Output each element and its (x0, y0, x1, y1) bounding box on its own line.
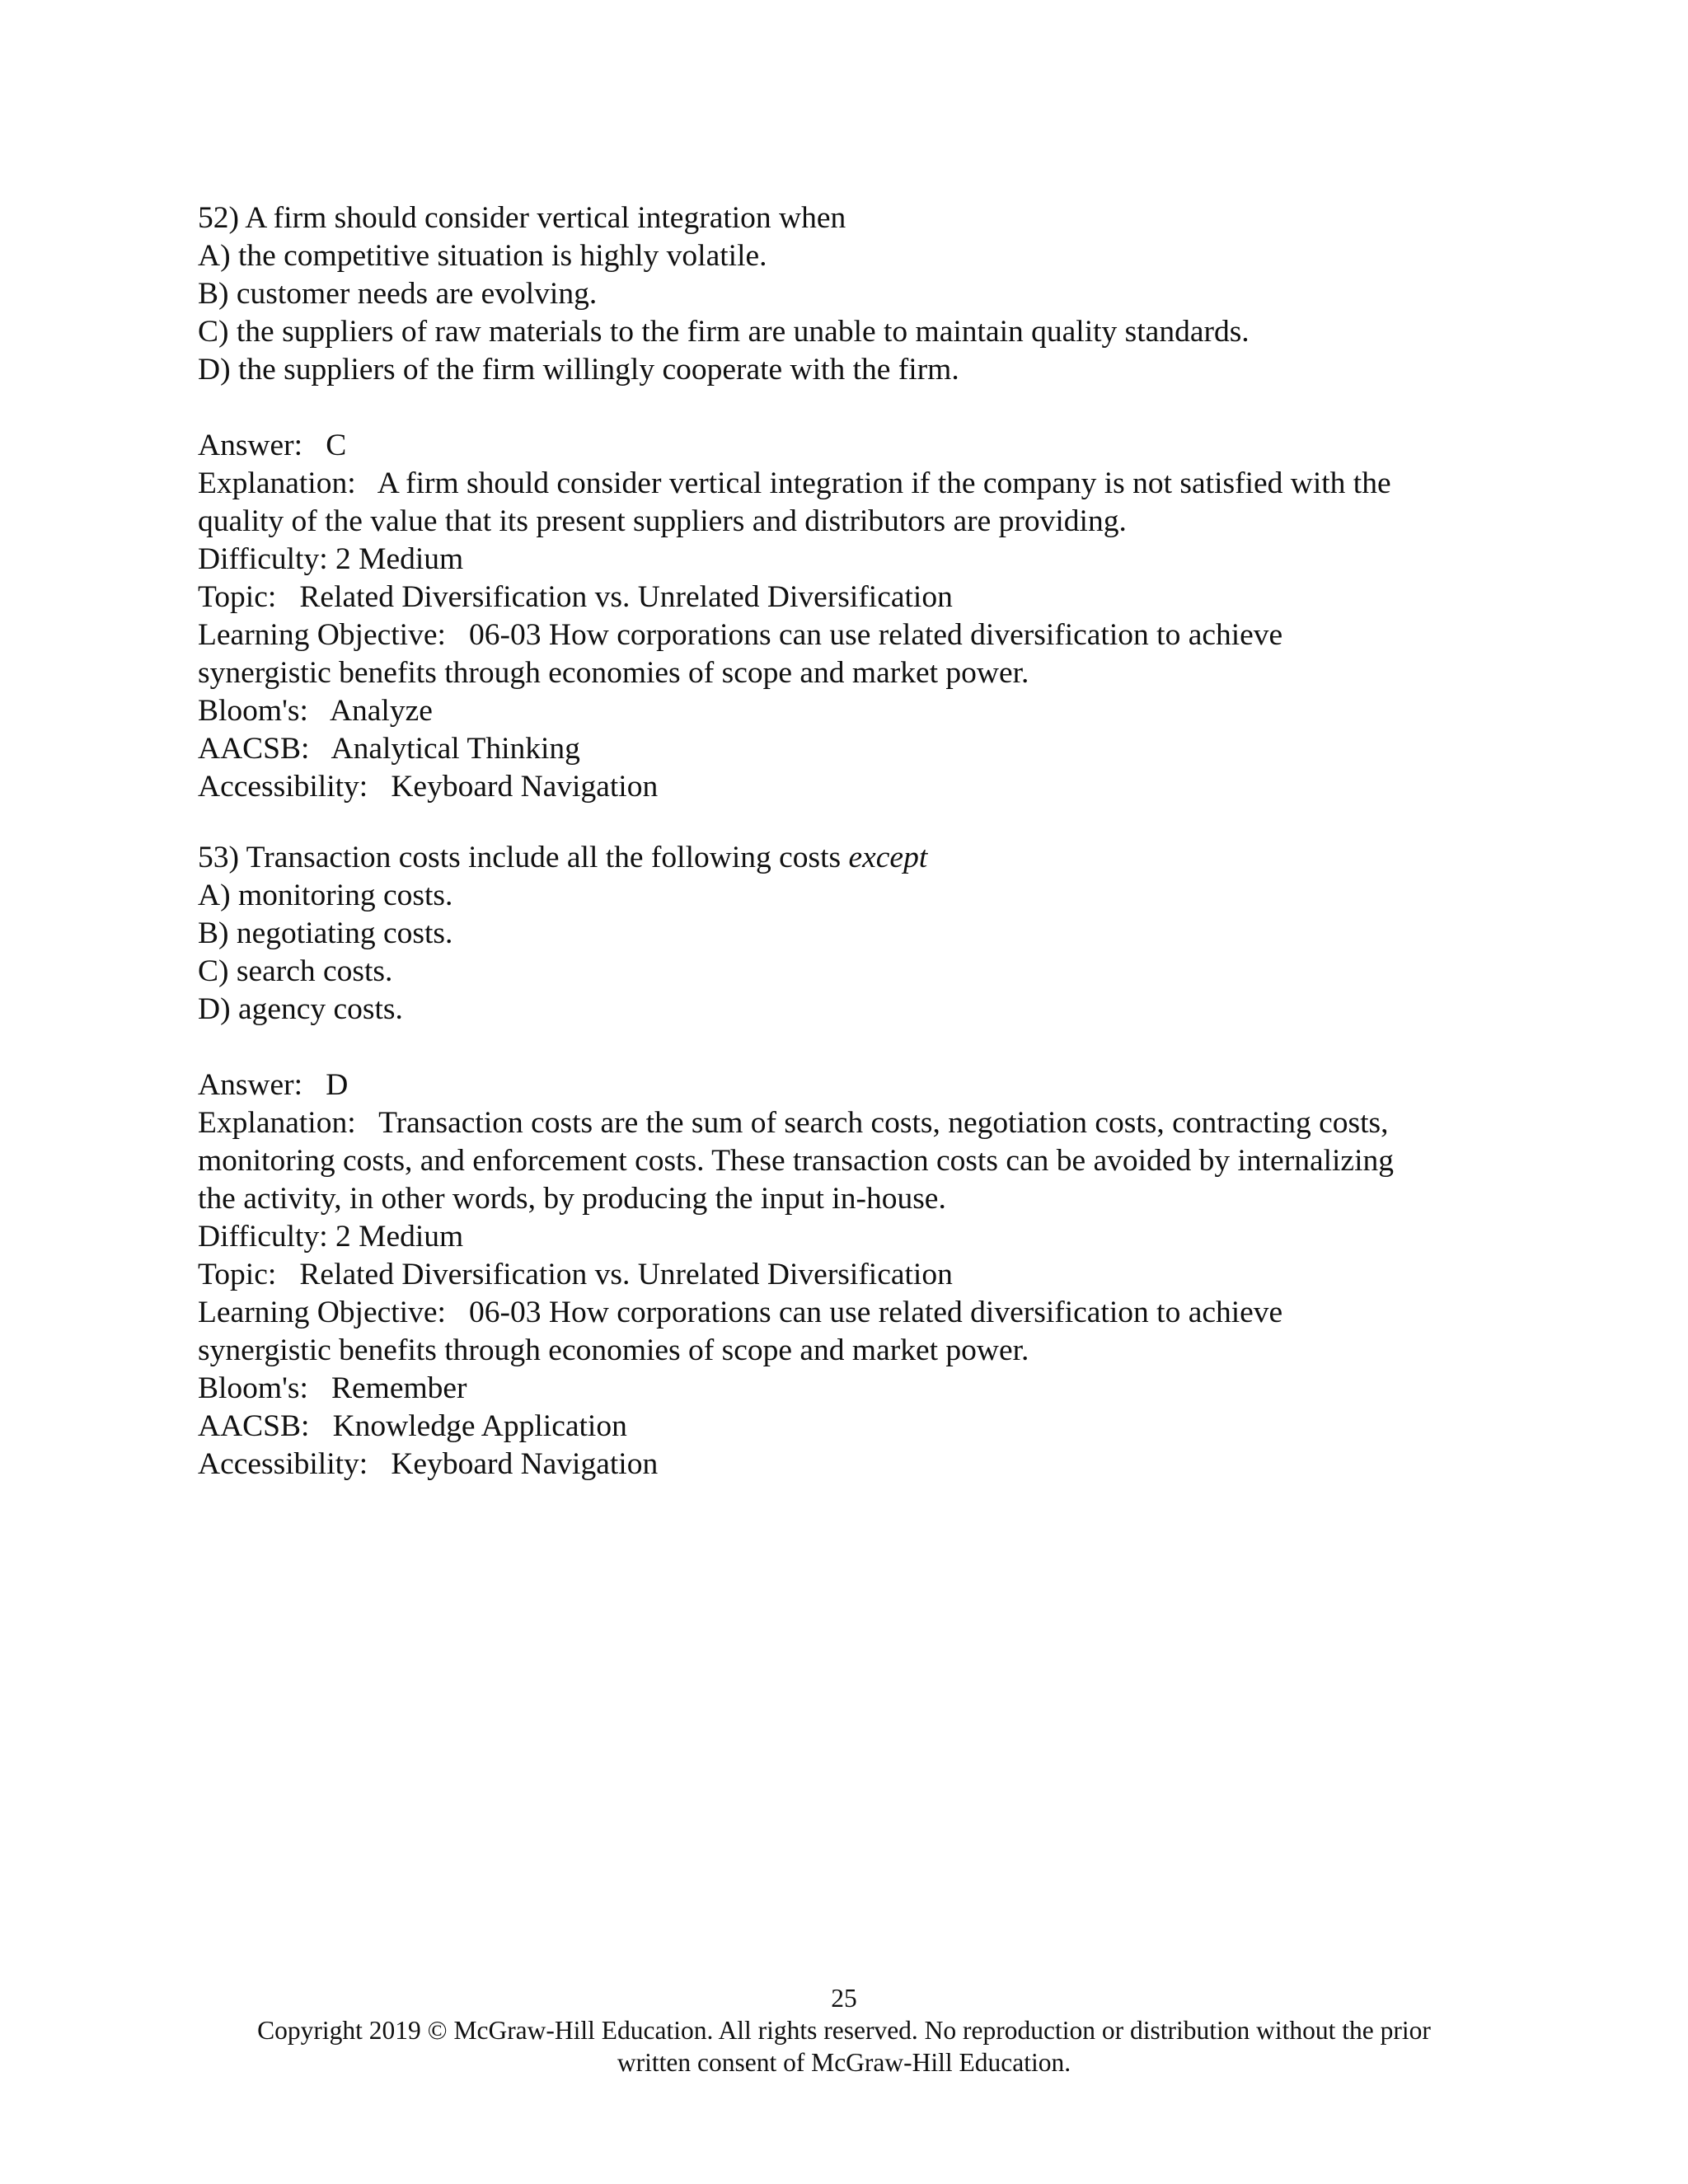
explanation-label: Explanation: (198, 466, 356, 500)
topic-label: Topic: (198, 1258, 277, 1291)
topic-label: Topic: (198, 580, 277, 614)
accessibility-label: Accessibility: (198, 1447, 368, 1481)
objective-text: synergistic benefits through economies of scope and market power. (198, 1333, 1029, 1367)
answer-option: A) monitoring costs. (198, 879, 453, 912)
answer-value: C (326, 429, 347, 462)
aacsb-label: AACSB: (198, 732, 310, 766)
explanation-line (198, 1104, 1533, 1142)
answer-option: A) the competitive situation is highly volatile. (198, 239, 767, 273)
explanation-text: quality of the value that its present suppliers and distributors are providing. (198, 504, 1127, 538)
objective-text: synergistic benefits through economies of scope and market power. (198, 656, 1029, 690)
aacsb-value: Knowledge Application (332, 1409, 627, 1443)
blooms-line (198, 1370, 1533, 1408)
topic-line (198, 579, 1533, 616)
explanation-label: Explanation: (198, 1106, 356, 1140)
spacer (198, 806, 1533, 839)
objective-label: Learning Objective: (198, 618, 446, 652)
spacer (198, 1029, 1533, 1066)
explanation-text: monitoring costs, and enforcement costs. These transaction costs can be avoided by internalizing (198, 1144, 1394, 1178)
question-stem-text: 53) Transaction costs include all the following costs (198, 841, 849, 874)
page-body (198, 199, 1533, 1483)
blooms-value: Analyze (329, 694, 433, 728)
objective-line (198, 1294, 1533, 1332)
accessibility-label: Accessibility: (198, 770, 368, 804)
objective-label: Learning Objective: (198, 1296, 446, 1329)
aacsb-value: Analytical Thinking (331, 732, 580, 766)
copyright-notice (0, 2014, 1688, 2079)
page-number: 25 (831, 1984, 857, 2013)
explanation-text: Transaction costs are the sum of search costs, negotiation costs, contracting costs, (378, 1106, 1389, 1140)
accessibility-value: Keyboard Navigation (391, 1447, 659, 1481)
blooms-line (198, 692, 1533, 730)
question-stem-text: 52) A firm should consider vertical integration when (198, 201, 846, 235)
question-stem (198, 839, 1533, 877)
question-block (198, 839, 1533, 1483)
objective-line (198, 616, 1533, 654)
topic-line (198, 1256, 1533, 1294)
objective-text: 06-03 How corporations can use related diversification to achieve (469, 618, 1283, 652)
blooms-label: Bloom's: (198, 694, 308, 728)
aacsb-label: AACSB: (198, 1409, 310, 1443)
accessibility-line (198, 1446, 1533, 1483)
copyright-line: Copyright 2019 © McGraw-Hill Education. All rights reserved. No reproduction or distribution without the prior (257, 2016, 1431, 2045)
spacer (198, 389, 1533, 427)
answer-label: Answer: (198, 1068, 303, 1102)
explanation-line (198, 465, 1533, 503)
answer-value: D (326, 1068, 349, 1102)
explanation-text: A firm should consider vertical integration if the company is not satisfied with the (377, 466, 1391, 500)
question-stem (198, 199, 1533, 237)
answer-option: D) the suppliers of the firm willingly cooperate with the firm. (198, 353, 959, 387)
difficulty-line: Difficulty: 2 Medium (198, 1220, 464, 1254)
answer-option: D) agency costs. (198, 992, 403, 1026)
topic-value: Related Diversification vs. Unrelated Diversification (299, 580, 953, 614)
accessibility-value: Keyboard Navigation (391, 770, 659, 804)
answer-option: C) search costs. (198, 954, 393, 988)
aacsb-line (198, 1408, 1533, 1446)
blooms-label: Bloom's: (198, 1371, 308, 1405)
answer-line (198, 1066, 1533, 1104)
aacsb-line (198, 730, 1533, 768)
question-block (198, 199, 1533, 806)
copyright-line: written consent of McGraw-Hill Education. (617, 2048, 1071, 2077)
blooms-value: Remember (331, 1371, 467, 1405)
answer-option: B) customer needs are evolving. (198, 277, 598, 311)
question-stem-emphasis: except (848, 841, 928, 874)
topic-value: Related Diversification vs. Unrelated Diversification (299, 1258, 953, 1291)
answer-line (198, 427, 1533, 465)
explanation-text: the activity, in other words, by producing the input in-house. (198, 1182, 946, 1216)
difficulty-line: Difficulty: 2 Medium (198, 542, 464, 576)
answer-option: C) the suppliers of raw materials to the firm are unable to maintain quality standards. (198, 315, 1250, 349)
answer-option: B) negotiating costs. (198, 916, 453, 950)
objective-text: 06-03 How corporations can use related diversification to achieve (469, 1296, 1283, 1329)
accessibility-line (198, 768, 1533, 806)
answer-label: Answer: (198, 429, 303, 462)
